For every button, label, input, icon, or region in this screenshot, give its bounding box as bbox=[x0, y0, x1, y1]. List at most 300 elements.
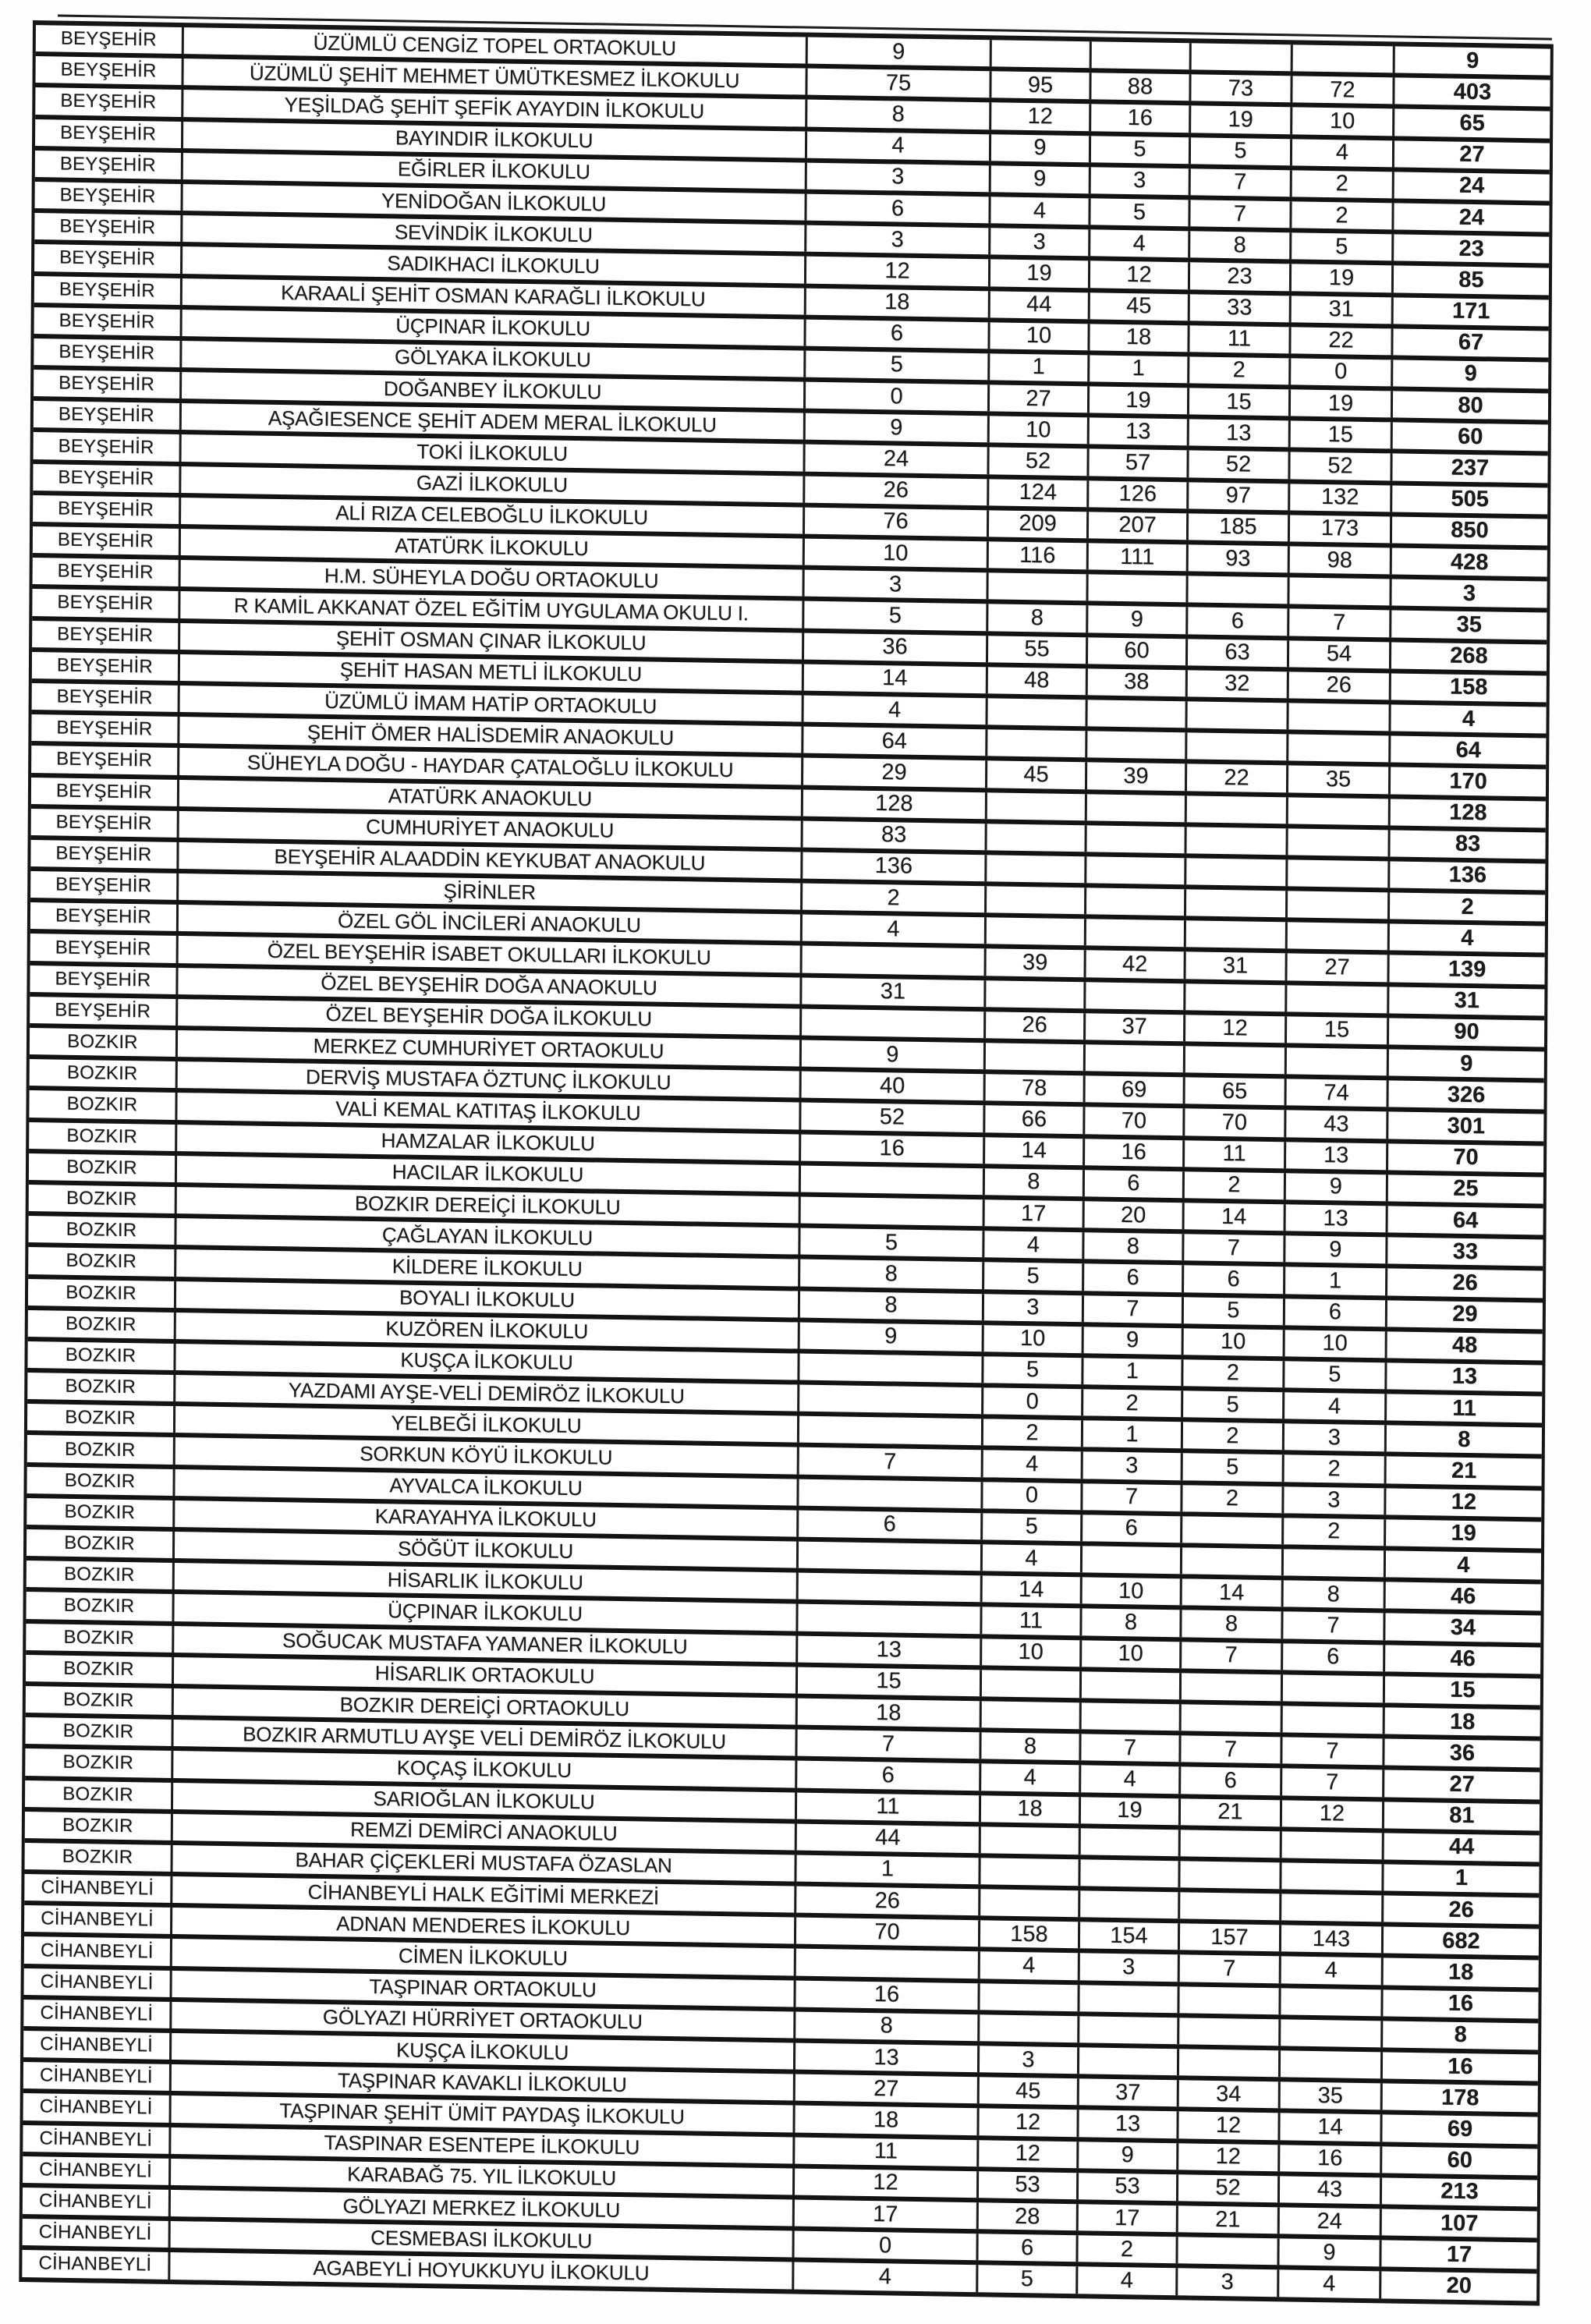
value-cell-1: 5 bbox=[804, 601, 988, 631]
value-cell-1 bbox=[802, 1008, 986, 1038]
value-cell-4 bbox=[1187, 701, 1288, 729]
school-name-cell: ÖZEL GÖL İNCİLERİ ANAOKULU bbox=[179, 905, 803, 941]
value-cell-2 bbox=[987, 918, 1086, 946]
value-cell-1: 9 bbox=[808, 37, 992, 67]
value-cell-4: 31 bbox=[1186, 952, 1288, 980]
district-cell: BOZKIR bbox=[26, 1686, 174, 1715]
value-cell-1: 64 bbox=[803, 727, 987, 756]
total-cell: 24 bbox=[1459, 173, 1485, 199]
total-cell: 35 bbox=[1456, 611, 1483, 638]
value-cell-2 bbox=[987, 855, 1086, 883]
value-cell-5: 7 bbox=[1283, 1612, 1385, 1640]
school-name-cell: KARABAĞ 75. YIL İLKOKULU bbox=[171, 2159, 795, 2195]
district-cell: BOZKIR bbox=[26, 1592, 174, 1621]
district-cell: BOZKIR bbox=[25, 1843, 173, 1872]
value-cell-5 bbox=[1281, 2050, 1383, 2078]
value-cell-3 bbox=[1081, 1828, 1181, 1856]
total-cell: 27 bbox=[1459, 141, 1485, 168]
total-cell: 20 bbox=[1446, 2273, 1472, 2299]
value-cell-4: 14 bbox=[1182, 1578, 1284, 1607]
district-cell: BOZKIR bbox=[25, 1812, 173, 1840]
total-cell: 64 bbox=[1455, 737, 1482, 763]
value-cell-3 bbox=[1079, 1985, 1179, 2013]
school-name-cell: ÜÇPINAR İLKOKULU bbox=[174, 1594, 798, 1631]
school-name-cell: TOKİ İLKOKULU bbox=[182, 434, 806, 471]
value-cell-5: 26 bbox=[1289, 671, 1391, 700]
school-name-cell: TAŞPINAR ORTAOKULU bbox=[172, 1971, 796, 2007]
value-cell-1: 9 bbox=[806, 413, 990, 443]
value-cell-1: 5 bbox=[800, 1228, 984, 1258]
school-name-cell: ÖZEL BEYŞEHİR İSABET OKULLARI İLKOKULU bbox=[179, 936, 803, 972]
value-cell-4: 6 bbox=[1184, 1266, 1285, 1294]
value-cell-1: 4 bbox=[804, 696, 988, 725]
total-cell: 682 bbox=[1442, 1928, 1480, 1954]
value-cell-3 bbox=[1079, 2047, 1179, 2075]
value-cell-1: 4 bbox=[807, 131, 991, 161]
total-cell: 9 bbox=[1460, 1050, 1473, 1076]
value-cell-3 bbox=[1082, 1702, 1182, 1731]
value-cell-5: 74 bbox=[1287, 1079, 1389, 1107]
school-name-cell: SÜHEYLA DOĞU - HAYDAR ÇATALOĞLU İLKOKULU bbox=[179, 748, 803, 785]
value-cell-4: 21 bbox=[1181, 1798, 1282, 1826]
district-cell: CİHANBEYLİ bbox=[23, 2125, 171, 2154]
value-cell-5: 132 bbox=[1290, 484, 1392, 512]
total-cell: 18 bbox=[1449, 1709, 1476, 1734]
total-cell: 12 bbox=[1451, 1489, 1477, 1515]
value-cell-3: 8 bbox=[1082, 1609, 1182, 1637]
district-cell: BOZKIR bbox=[27, 1373, 175, 1401]
value-cell-1 bbox=[799, 1416, 983, 1446]
total-cell: 67 bbox=[1458, 330, 1484, 356]
value-cell-3 bbox=[1088, 575, 1188, 603]
school-name-cell: VALİ KEMAL KATITAŞ İLKOKULU bbox=[177, 1093, 801, 1129]
value-cell-3: 8 bbox=[1084, 1232, 1184, 1260]
value-cell-3: 4 bbox=[1090, 229, 1190, 257]
total-cell: 24 bbox=[1458, 204, 1485, 230]
value-cell-1: 128 bbox=[803, 789, 987, 819]
value-cell-3: 37 bbox=[1086, 1013, 1185, 1041]
value-cell-2: 6 bbox=[978, 2234, 1078, 2262]
value-cell-4: 5 bbox=[1184, 1297, 1285, 1325]
value-cell-3 bbox=[1086, 887, 1186, 916]
value-cell-3: 10 bbox=[1083, 1577, 1182, 1605]
value-cell-2: 17 bbox=[985, 1199, 1085, 1228]
value-cell-1: 2 bbox=[803, 884, 987, 913]
school-name-cell: AGABEYLİ HOYUKKUYU İLKOKULU bbox=[170, 2252, 794, 2289]
value-cell-1: 11 bbox=[795, 2137, 979, 2166]
value-cell-4: 6 bbox=[1188, 608, 1289, 636]
value-cell-2: 48 bbox=[988, 667, 1088, 695]
total-cell: 4 bbox=[1462, 706, 1476, 732]
school-name-cell: AŞAĞIESENCE ŞEHİT ADEM MERAL İLKOKULU bbox=[182, 403, 806, 440]
value-cell-5: 2 bbox=[1284, 1455, 1387, 1483]
value-cell-3 bbox=[1087, 825, 1187, 853]
total-cell: 3 bbox=[1462, 580, 1476, 606]
school-name-cell: BAHAR ÇİÇEKLERİ MUSTAFA ÖZASLAN bbox=[173, 1845, 797, 1882]
total-cell: 4 bbox=[1461, 925, 1474, 951]
value-cell-2 bbox=[987, 792, 1087, 820]
school-name-cell: TAŞPINAR ŞEHİT ÜMİT PAYDAŞ İLKOKULU bbox=[172, 2095, 796, 2132]
value-cell-4: 73 bbox=[1191, 75, 1292, 103]
value-cell-2: 0 bbox=[983, 1482, 1083, 1510]
district-cell: CİHANBEYLİ bbox=[23, 2188, 171, 2216]
value-cell-2: 14 bbox=[983, 1575, 1083, 1603]
school-name-cell: BOYALI İLKOKULU bbox=[176, 1281, 800, 1318]
school-name-cell: ÖZEL BEYŞEHİR DOĞA İLKOKULU bbox=[178, 999, 802, 1036]
district-cell: BEYŞEHİR bbox=[36, 56, 184, 85]
value-cell-4 bbox=[1192, 43, 1293, 71]
value-cell-1: 8 bbox=[807, 100, 991, 129]
value-cell-1: 3 bbox=[805, 570, 989, 600]
value-cell-5: 10 bbox=[1285, 1330, 1387, 1358]
school-name-cell: ŞEHİT OSMAN ÇINAR İLKOKULU bbox=[180, 623, 804, 660]
value-cell-5: 3 bbox=[1284, 1486, 1386, 1514]
district-cell: BEYŞEHİR bbox=[34, 432, 182, 461]
total-cell: 33 bbox=[1452, 1238, 1479, 1264]
value-cell-5: 43 bbox=[1280, 2176, 1382, 2204]
value-cell-2: 9 bbox=[991, 134, 1091, 162]
total-cell: 60 bbox=[1447, 2147, 1472, 2173]
value-cell-2: 10 bbox=[990, 322, 1090, 350]
district-cell: BEYŞEHİR bbox=[35, 119, 183, 148]
value-cell-4: 70 bbox=[1185, 1109, 1286, 1137]
value-cell-2 bbox=[982, 1701, 1082, 1729]
total-cell: 26 bbox=[1448, 1897, 1474, 1922]
value-cell-4: 185 bbox=[1189, 513, 1290, 541]
value-cell-3 bbox=[1087, 700, 1187, 728]
value-cell-3: 42 bbox=[1086, 951, 1186, 979]
value-cell-4 bbox=[1187, 827, 1288, 855]
value-cell-2: 18 bbox=[981, 1795, 1081, 1823]
value-cell-1: 4 bbox=[803, 915, 987, 944]
value-cell-5: 8 bbox=[1284, 1581, 1386, 1609]
value-cell-5: 7 bbox=[1282, 1737, 1384, 1765]
school-name-cell: CİHANBEYLİ HALK EĞİTİMİ MERKEZİ bbox=[172, 1876, 796, 1913]
total-cell: 83 bbox=[1455, 831, 1481, 857]
value-cell-4: 33 bbox=[1190, 294, 1292, 322]
total-cell: 65 bbox=[1459, 110, 1485, 136]
school-name-cell: ÖZEL BEYŞEHİR DOĞA ANAOKULU bbox=[178, 968, 802, 1004]
total-cell: 326 bbox=[1447, 1082, 1486, 1108]
school-name-cell: KOÇAŞ İLKOKULU bbox=[173, 1751, 797, 1787]
district-cell: BEYŞEHİR bbox=[34, 401, 182, 430]
school-name-cell: MERKEZ CUMHURİYET ORTAOKULU bbox=[178, 1030, 802, 1067]
value-cell-4 bbox=[1186, 889, 1288, 917]
value-cell-5: 19 bbox=[1291, 389, 1393, 417]
value-cell-5: 27 bbox=[1288, 954, 1390, 982]
district-cell: CİHANBEYLİ bbox=[24, 1968, 172, 1997]
district-cell: BEYŞEHİR bbox=[33, 464, 181, 493]
value-cell-3: 37 bbox=[1079, 2078, 1179, 2106]
value-cell-3: 13 bbox=[1090, 418, 1189, 446]
value-cell-5: 6 bbox=[1285, 1298, 1387, 1327]
value-cell-4 bbox=[1182, 1673, 1283, 1701]
value-cell-2 bbox=[980, 1889, 1080, 1917]
value-cell-4: 7 bbox=[1182, 1642, 1283, 1670]
value-cell-4: 63 bbox=[1188, 639, 1289, 667]
school-name-cell: YEŞİLDAĞ ŞEHİT ŞEFİK AYAYDIN İLKOKULU bbox=[183, 90, 807, 126]
district-cell: BOZKIR bbox=[28, 1216, 176, 1245]
value-cell-1: 8 bbox=[800, 1259, 984, 1289]
total-cell: 70 bbox=[1453, 1144, 1479, 1171]
value-cell-4: 11 bbox=[1189, 325, 1291, 353]
value-cell-2: 14 bbox=[985, 1137, 1085, 1165]
school-name-cell: GÖLYAKA İLKOKULU bbox=[182, 341, 806, 377]
school-name-cell: YENİDOĞAN İLKOKULU bbox=[183, 184, 807, 221]
value-cell-4: 12 bbox=[1178, 2143, 1280, 2171]
value-cell-4 bbox=[1186, 858, 1288, 886]
value-cell-3: 5 bbox=[1091, 136, 1191, 164]
value-cell-3: 1 bbox=[1083, 1421, 1183, 1449]
value-cell-2: 12 bbox=[979, 2109, 1079, 2137]
value-cell-4: 19 bbox=[1191, 106, 1292, 134]
total-cell: 268 bbox=[1450, 643, 1488, 669]
value-cell-4: 12 bbox=[1178, 2112, 1280, 2140]
value-cell-5: 3 bbox=[1284, 1424, 1387, 1452]
value-cell-1: 70 bbox=[796, 1918, 980, 1947]
value-cell-2: 209 bbox=[989, 510, 1089, 538]
value-cell-4: 6 bbox=[1181, 1767, 1282, 1795]
value-cell-4: 7 bbox=[1180, 1955, 1281, 1983]
value-cell-1 bbox=[799, 1573, 983, 1603]
district-cell: BEYŞEHİR bbox=[32, 652, 180, 681]
school-name-cell: BOZKIR DEREİÇİ İLKOKULU bbox=[177, 1187, 801, 1224]
value-cell-1: 76 bbox=[805, 507, 989, 537]
district-cell: BEYŞEHİR bbox=[34, 370, 182, 399]
total-cell: 31 bbox=[1454, 987, 1480, 1014]
total-cell: 136 bbox=[1448, 863, 1487, 888]
total-cell: 428 bbox=[1450, 549, 1489, 575]
value-cell-2: 1 bbox=[990, 353, 1090, 381]
value-cell-4: 34 bbox=[1179, 2080, 1281, 2108]
total-cell: 34 bbox=[1450, 1614, 1476, 1641]
value-cell-4: 5 bbox=[1183, 1391, 1284, 1419]
total-cell: 44 bbox=[1448, 1833, 1475, 1860]
value-cell-5: 2 bbox=[1284, 1518, 1386, 1546]
school-name-cell: CİMEN İLKOKULU bbox=[172, 1939, 796, 1975]
value-cell-4: 3 bbox=[1178, 2269, 1279, 2297]
value-cell-3 bbox=[1086, 856, 1186, 884]
value-cell-4: 32 bbox=[1188, 670, 1289, 698]
value-cell-5 bbox=[1288, 703, 1391, 731]
value-cell-3: 1 bbox=[1083, 1358, 1183, 1386]
total-cell: 15 bbox=[1450, 1677, 1476, 1703]
district-cell: BEYŞEHİR bbox=[30, 902, 179, 931]
value-cell-2: 12 bbox=[979, 2140, 1079, 2168]
school-name-cell: ŞEHİT ÖMER HALİSDEMİR ANAOKULU bbox=[179, 717, 803, 753]
school-name-cell: ATATÜRK ANAOKULU bbox=[179, 780, 803, 817]
school-name-cell: DOĞANBEY İLKOKULU bbox=[182, 372, 806, 409]
value-cell-4 bbox=[1188, 576, 1289, 604]
total-cell: 26 bbox=[1452, 1270, 1478, 1296]
value-cell-3: 45 bbox=[1090, 292, 1190, 321]
value-cell-1 bbox=[798, 1604, 982, 1634]
total-cell: 8 bbox=[1454, 2022, 1467, 2048]
total-cell: 213 bbox=[1440, 2178, 1479, 2205]
value-cell-4 bbox=[1187, 795, 1288, 824]
value-cell-2 bbox=[981, 1826, 1081, 1855]
district-cell: BOZKIR bbox=[29, 1090, 177, 1119]
value-cell-5 bbox=[1281, 1894, 1384, 1922]
district-cell: BEYŞEHİR bbox=[32, 621, 180, 650]
total-cell: 46 bbox=[1450, 1646, 1476, 1672]
school-name-cell: REMZİ DEMİRCİ ANAOKULU bbox=[173, 1814, 797, 1851]
value-cell-1: 24 bbox=[805, 445, 989, 474]
value-cell-2: 124 bbox=[989, 479, 1089, 507]
value-cell-3: 16 bbox=[1091, 105, 1191, 133]
value-cell-1 bbox=[801, 1165, 985, 1195]
total-cell: 60 bbox=[1458, 423, 1483, 450]
value-cell-2 bbox=[982, 1670, 1082, 1698]
value-cell-1: 12 bbox=[795, 2168, 979, 2198]
value-cell-4: 7 bbox=[1181, 1735, 1282, 1763]
school-name-cell: SARIOĞLAN İLKOKULU bbox=[173, 1783, 797, 1819]
value-cell-4 bbox=[1179, 2018, 1281, 2046]
value-cell-4: 7 bbox=[1191, 168, 1292, 197]
value-cell-2: 45 bbox=[980, 2077, 1079, 2105]
total-cell: 90 bbox=[1454, 1019, 1479, 1045]
value-cell-5: 98 bbox=[1290, 546, 1392, 574]
district-cell: BEYŞEHİR bbox=[30, 997, 178, 1026]
value-cell-3: 69 bbox=[1086, 1075, 1185, 1104]
value-cell-4 bbox=[1185, 983, 1287, 1011]
value-cell-2 bbox=[986, 980, 1086, 1008]
value-cell-5: 4 bbox=[1292, 139, 1394, 167]
value-cell-3: 6 bbox=[1083, 1514, 1182, 1543]
value-cell-2: 9 bbox=[991, 165, 1091, 193]
total-cell: 237 bbox=[1451, 455, 1490, 481]
value-cell-4 bbox=[1181, 1830, 1282, 1858]
value-cell-2 bbox=[992, 40, 1092, 68]
value-cell-2: 45 bbox=[987, 761, 1087, 789]
value-cell-5: 5 bbox=[1292, 233, 1394, 261]
district-cell: BEYŞEHİR bbox=[31, 809, 179, 838]
total-cell: 81 bbox=[1449, 1802, 1475, 1829]
district-cell: BOZKIR bbox=[27, 1404, 175, 1433]
school-name-cell: ÇAĞLAYAN İLKOKULU bbox=[176, 1218, 800, 1255]
value-cell-4 bbox=[1187, 732, 1288, 760]
district-cell: BEYŞEHİR bbox=[33, 558, 181, 586]
value-cell-5: 9 bbox=[1285, 1235, 1387, 1263]
value-cell-2: 26 bbox=[986, 1011, 1086, 1040]
value-cell-5: 143 bbox=[1281, 1925, 1384, 1954]
value-cell-5: 173 bbox=[1290, 515, 1392, 543]
value-cell-2: 10 bbox=[982, 1638, 1082, 1667]
district-cell: BOZKIR bbox=[28, 1279, 176, 1308]
value-cell-1: 5 bbox=[806, 350, 990, 380]
value-cell-4 bbox=[1182, 1516, 1284, 1544]
school-name-cell: GAZİ İLKOKULU bbox=[181, 466, 805, 503]
school-name-cell: ALİ RIZA CELEBOĞLU İLKOKULU bbox=[181, 498, 805, 534]
value-cell-3 bbox=[1087, 794, 1187, 822]
total-cell: 158 bbox=[1450, 674, 1488, 700]
district-cell: BOZKIR bbox=[28, 1247, 176, 1276]
value-cell-3: 18 bbox=[1090, 324, 1189, 352]
value-cell-1: 11 bbox=[797, 1792, 981, 1822]
total-cell: 128 bbox=[1449, 799, 1487, 826]
district-cell: BEYŞEHİR bbox=[30, 840, 179, 869]
district-cell: BOZKIR bbox=[27, 1467, 175, 1496]
value-cell-1: 10 bbox=[805, 539, 989, 569]
value-cell-1: 1 bbox=[796, 1855, 980, 1884]
value-cell-5: 7 bbox=[1282, 1769, 1384, 1797]
school-name-cell: H.M. SÜHEYLA DOĞU ORTAOKULU bbox=[181, 560, 805, 597]
value-cell-5 bbox=[1283, 1674, 1385, 1702]
value-cell-5: 2 bbox=[1292, 170, 1394, 198]
total-cell: 36 bbox=[1449, 1740, 1476, 1766]
district-cell: CİHANBEYLİ bbox=[23, 2000, 172, 2028]
school-name-cell: KUZÖREN İLKOKULU bbox=[176, 1313, 800, 1349]
value-cell-5: 72 bbox=[1292, 76, 1394, 105]
value-cell-1 bbox=[796, 1949, 980, 1979]
value-cell-1 bbox=[799, 1385, 983, 1415]
value-cell-5 bbox=[1288, 734, 1391, 762]
value-cell-2: 55 bbox=[988, 636, 1088, 664]
district-cell: BEYŞEHİR bbox=[34, 307, 182, 336]
value-cell-2: 4 bbox=[981, 1764, 1081, 1792]
district-cell: BOZKIR bbox=[30, 1059, 178, 1088]
total-cell: 2 bbox=[1461, 894, 1474, 919]
value-cell-1: 14 bbox=[804, 664, 988, 693]
total-cell: 85 bbox=[1458, 267, 1484, 293]
value-cell-4: 12 bbox=[1185, 1015, 1287, 1043]
value-cell-1: 13 bbox=[796, 2043, 980, 2073]
value-cell-1 bbox=[803, 946, 987, 976]
school-name-cell: BEYŞEHİR ALAADDİN KEYKUBAT ANAOKULU bbox=[179, 842, 803, 879]
value-cell-4 bbox=[1179, 1986, 1281, 2014]
value-cell-2: 3 bbox=[984, 1294, 1084, 1322]
value-cell-2: 8 bbox=[981, 1732, 1081, 1760]
total-cell: 8 bbox=[1458, 1426, 1471, 1452]
value-cell-1: 18 bbox=[795, 2106, 979, 2135]
value-cell-4: 157 bbox=[1180, 1924, 1281, 1952]
district-cell: BEYŞEHİR bbox=[34, 244, 182, 273]
district-cell: BOZKIR bbox=[25, 1717, 173, 1746]
value-cell-3: 6 bbox=[1085, 1170, 1185, 1198]
school-name-cell: BOZKIR ARMUTLU AYŞE VELİ DEMİRÖZ İLKOKULU bbox=[173, 1720, 797, 1756]
value-cell-5 bbox=[1288, 859, 1390, 887]
value-cell-3 bbox=[1080, 1890, 1180, 1918]
value-cell-3 bbox=[1082, 1671, 1182, 1699]
district-cell: BEYŞEHİR bbox=[30, 871, 179, 900]
school-name-cell: DERVİŞ MUSTAFA ÖZTUNÇ İLKOKULU bbox=[178, 1061, 802, 1098]
value-cell-3: 2 bbox=[1083, 1389, 1183, 1417]
value-cell-1: 15 bbox=[798, 1667, 982, 1696]
value-cell-5 bbox=[1289, 578, 1391, 606]
value-cell-2: 4 bbox=[980, 1952, 1080, 1980]
value-cell-5: 15 bbox=[1287, 1016, 1389, 1044]
value-cell-4: 5 bbox=[1183, 1454, 1284, 1482]
value-cell-4 bbox=[1185, 1046, 1287, 1074]
value-cell-1 bbox=[801, 1197, 985, 1227]
total-cell: 16 bbox=[1447, 2053, 1473, 2079]
district-cell: BOZKIR bbox=[26, 1624, 174, 1653]
value-cell-1: 17 bbox=[795, 2199, 979, 2229]
value-cell-5 bbox=[1287, 985, 1389, 1013]
value-cell-5 bbox=[1293, 44, 1395, 73]
district-cell: BEYŞEHİR bbox=[30, 965, 178, 994]
value-cell-2: 10 bbox=[990, 416, 1090, 445]
value-cell-1: 3 bbox=[806, 225, 990, 255]
district-cell: BOZKIR bbox=[30, 1028, 178, 1057]
value-cell-5 bbox=[1281, 2019, 1383, 2047]
value-cell-5: 4 bbox=[1284, 1392, 1387, 1420]
value-cell-3: 111 bbox=[1089, 543, 1189, 571]
value-cell-3 bbox=[1087, 731, 1187, 759]
total-cell: 27 bbox=[1449, 1771, 1475, 1798]
value-cell-1 bbox=[799, 1542, 983, 1571]
value-cell-3: 17 bbox=[1079, 2204, 1178, 2232]
